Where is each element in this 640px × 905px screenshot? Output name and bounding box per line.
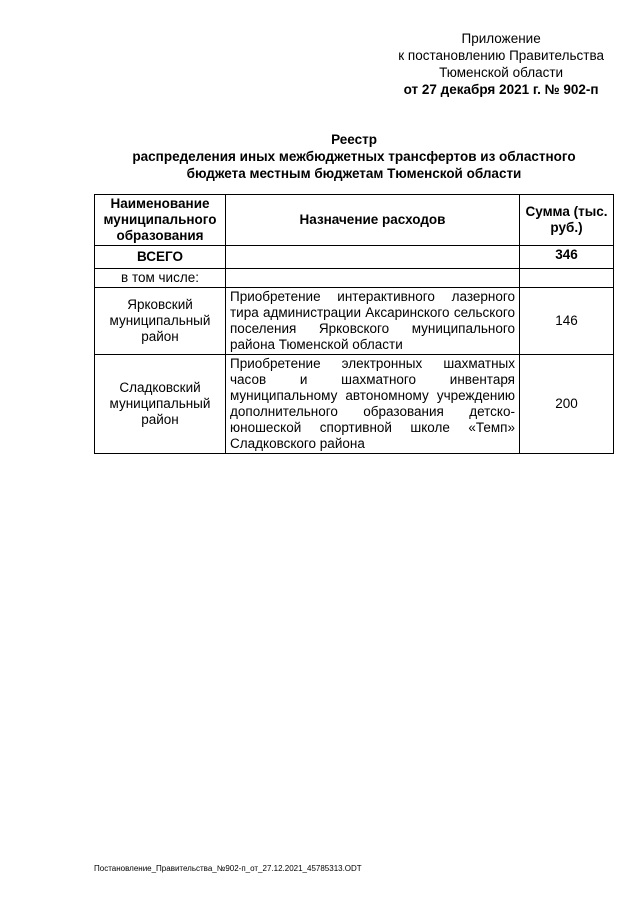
appendix-decree-ref: к постановлению Правительства <box>398 48 604 63</box>
table-row <box>95 355 614 454</box>
total-purpose-empty <box>226 246 520 269</box>
row-amount: 200 <box>520 355 614 454</box>
table-header-row <box>95 195 614 246</box>
appendix-decree-date: от 27 декабря 2021 г. № 902-п <box>403 82 599 97</box>
header-municipality: Наименование муниципального образования <box>95 195 226 246</box>
row-amount: 146 <box>520 288 614 355</box>
title-line-2: распределения иных межбюджетных трансфертов из областного <box>132 149 576 164</box>
header-amount: Сумма (тыс. руб.) <box>520 195 614 246</box>
total-amount: 346 <box>520 246 614 269</box>
registry-table <box>94 194 614 454</box>
document-title <box>94 131 614 182</box>
subheader-label: в том числе: <box>95 269 226 288</box>
table-row <box>95 288 614 355</box>
title-line-3: бюджета местным бюджетам Тюменской области <box>186 166 522 181</box>
total-row <box>95 246 614 269</box>
appendix-label: Приложение <box>461 31 541 46</box>
header-purpose: Назначение расходов <box>226 195 520 246</box>
row-purpose: Приобретение интерактивного лазерного тира администрации Аксаринского сельского поселения Ярковского муниципального района Тюменской области <box>226 288 520 355</box>
appendix-region: Тюменской области <box>439 65 564 80</box>
row-purpose: Приобретение электронных шахматных часов и шахматного инвентаря муниципальному автономному учреждению дополнительного образования детско-юношеской спортивной школе «Темп» Сладковского района <box>226 355 520 454</box>
row-municipality: Ярковский муниципальный район <box>95 288 226 355</box>
row-municipality: Сладковский муниципальный район <box>95 355 226 454</box>
subheader-empty-purpose <box>226 269 520 288</box>
appendix-header <box>398 30 604 98</box>
subheader-row <box>95 269 614 288</box>
subheader-empty-amount <box>520 269 614 288</box>
file-footer: Постановление_Правительства_№902-п_от_27.12.2021_45785313.ODT <box>94 864 362 873</box>
total-label: ВСЕГО <box>95 246 226 269</box>
title-line-1: Реестр <box>331 132 377 147</box>
